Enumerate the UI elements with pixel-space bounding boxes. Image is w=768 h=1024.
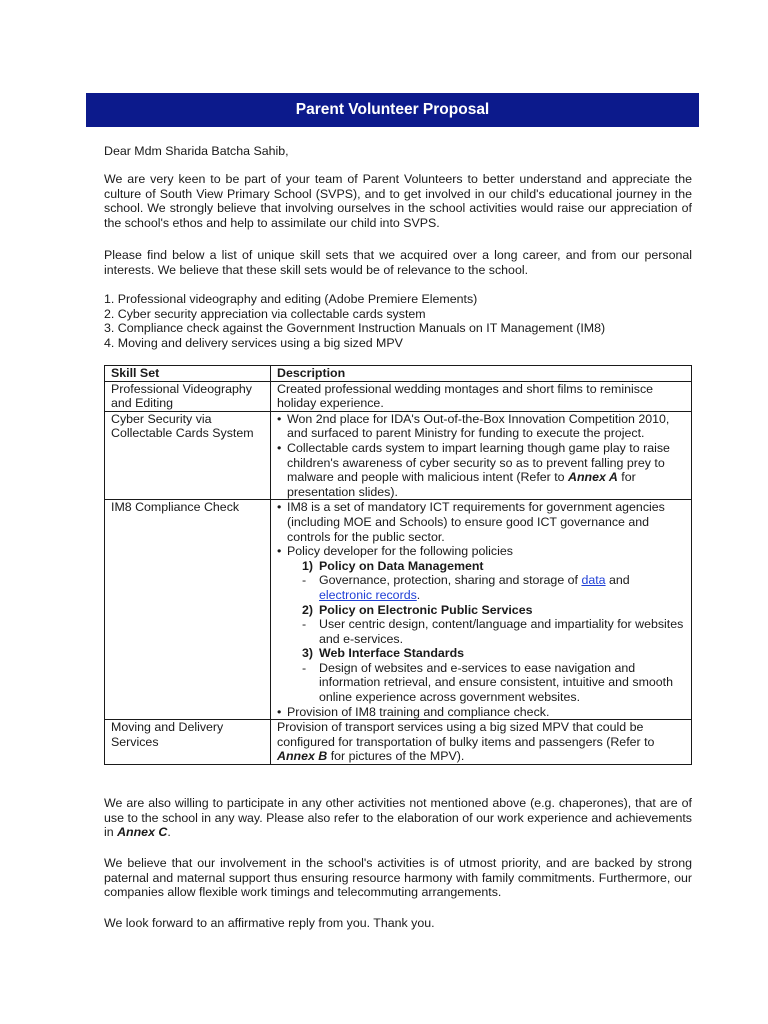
bullet-text: for presentation slides). xyxy=(287,470,636,499)
skill-cell: Cyber Security via Collectable Cards System xyxy=(105,411,271,500)
table-header-row xyxy=(105,366,692,382)
bullet-item: • IM8 is a set of mandatory ICT requirements for government agencies (including MOE and Schools) to ensure good ICT governance and controls for the public sector. xyxy=(277,500,685,544)
list-item: 2. Cyber security appreciation via collectable cards system xyxy=(104,306,426,321)
policy-heading xyxy=(277,603,685,618)
dash-marker: - xyxy=(302,573,307,588)
data-link[interactable]: data xyxy=(581,573,606,588)
policy-number: 2) xyxy=(302,602,314,617)
salutation: Dear Mdm Sharida Batcha Sahib, xyxy=(104,144,289,158)
electronic-records-link[interactable]: electronic records xyxy=(319,587,417,602)
bullet-item: • Provision of IM8 training and compliance check. xyxy=(277,705,685,720)
paragraph-text: We are also willing to participate in any other activities not mentioned above (e.g. chaperones), that are of use to the school in any way. Please also refer to the elaboration of our work experience and achievements in xyxy=(104,796,692,840)
annex-c-reference: Annex C xyxy=(117,825,168,840)
skills-intro-paragraph: Please find below a list of unique skill sets that we acquired over a long career, and from our personal interests. We believe that these skill sets would be of relevance to the school. xyxy=(104,248,692,277)
document-title: Parent Volunteer Proposal xyxy=(86,93,699,127)
policy-number: 3) xyxy=(302,646,314,661)
skill-cell: Professional Videography and Editing xyxy=(105,381,271,411)
description-cell: Created professional wedding montages and short films to reminisce holiday experience. xyxy=(271,381,692,411)
table-row xyxy=(105,381,692,411)
dash-marker: - xyxy=(302,617,307,632)
list-item: 3. Compliance check against the Government Instruction Manuals on IT Management (IM8) xyxy=(104,321,606,336)
participation-paragraph xyxy=(104,796,692,840)
policy-detail xyxy=(277,617,685,646)
policy-number: 1) xyxy=(302,558,314,573)
commitment-paragraph: We believe that our involvement in the school's activities is of utmost priority, and are backed by strong paternal and maternal support thus ensuring resource harmony with family commitments. Furthermore, our companies allow flexible work timings and telecommuting arrangements. xyxy=(104,856,692,900)
closing-line: We look forward to an affirmative reply from you. Thank you. xyxy=(104,916,435,930)
header-skill-set: Skill Set xyxy=(105,366,271,382)
description-text: for pictures of the MPV). xyxy=(327,749,465,764)
dash-marker: - xyxy=(302,660,307,675)
bullet-item xyxy=(277,441,685,499)
table-row xyxy=(105,500,692,720)
detail-text: Governance, protection, sharing and storage of xyxy=(319,573,582,588)
list-item: 4. Moving and delivery services using a big sized MPV xyxy=(104,335,403,350)
description-cell xyxy=(271,411,692,500)
policy-detail xyxy=(277,661,685,705)
policy-heading xyxy=(277,646,685,661)
list-item: 1. Professional videography and editing (Adobe Premiere Elements) xyxy=(104,292,478,306)
skill-cell: IM8 Compliance Check xyxy=(105,500,271,720)
paragraph-text: . xyxy=(167,825,171,840)
bullet-item: • Won 2nd place for IDA's Out-of-the-Box Innovation Competition 2010, and surfaced to parent Ministry for funding to execute the project. xyxy=(277,412,685,441)
table-row xyxy=(105,411,692,500)
description-text: Provision of transport services using a big sized MPV that could be configured for transportation of bulky items and passengers (Refer to xyxy=(277,720,655,749)
skill-cell: Moving and Delivery Services xyxy=(105,720,271,765)
table-row xyxy=(105,720,692,765)
header-description: Description xyxy=(271,366,692,382)
detail-text: User centric design, content/language and impartiality for websites and e-services. xyxy=(319,617,684,646)
policy-name: Policy on Electronic Public Services xyxy=(319,602,533,617)
skills-list xyxy=(104,292,692,350)
detail-text: Design of websites and e-services to ease navigation and information retrieval, and ensure consistent, intuitive and smooth online experience across government websites. xyxy=(319,660,674,705)
policy-name: Policy on Data Management xyxy=(319,558,484,573)
detail-text: . xyxy=(416,587,421,602)
annex-b-reference: Annex B xyxy=(277,749,328,764)
annex-a-reference: Annex A xyxy=(568,470,618,485)
bullet-item: • Policy developer for the following policies xyxy=(277,544,685,559)
intro-paragraph: We are very keen to be part of your team of Parent Volunteers to better understand and appreciate the culture of South View Primary School (SVPS), and to get involved in our child's educational journey in the school. We strongly believe that involving ourselves in the school activities would raise our appreciation of the school's ethos and help to assimilate our child into SVPS. xyxy=(104,172,692,230)
policy-detail xyxy=(277,573,685,602)
policy-name: Web Interface Standards xyxy=(319,646,465,661)
description-cell xyxy=(271,500,692,720)
bullet-text: Collectable cards system to impart learning though game play to raise children's awareness of cyber security so as to prevent falling prey to malware and people with malicious intent (Refer to xyxy=(287,440,670,485)
description-cell xyxy=(271,720,692,765)
skills-table xyxy=(104,365,692,765)
detail-text: and xyxy=(605,573,630,588)
policy-heading xyxy=(277,559,685,574)
